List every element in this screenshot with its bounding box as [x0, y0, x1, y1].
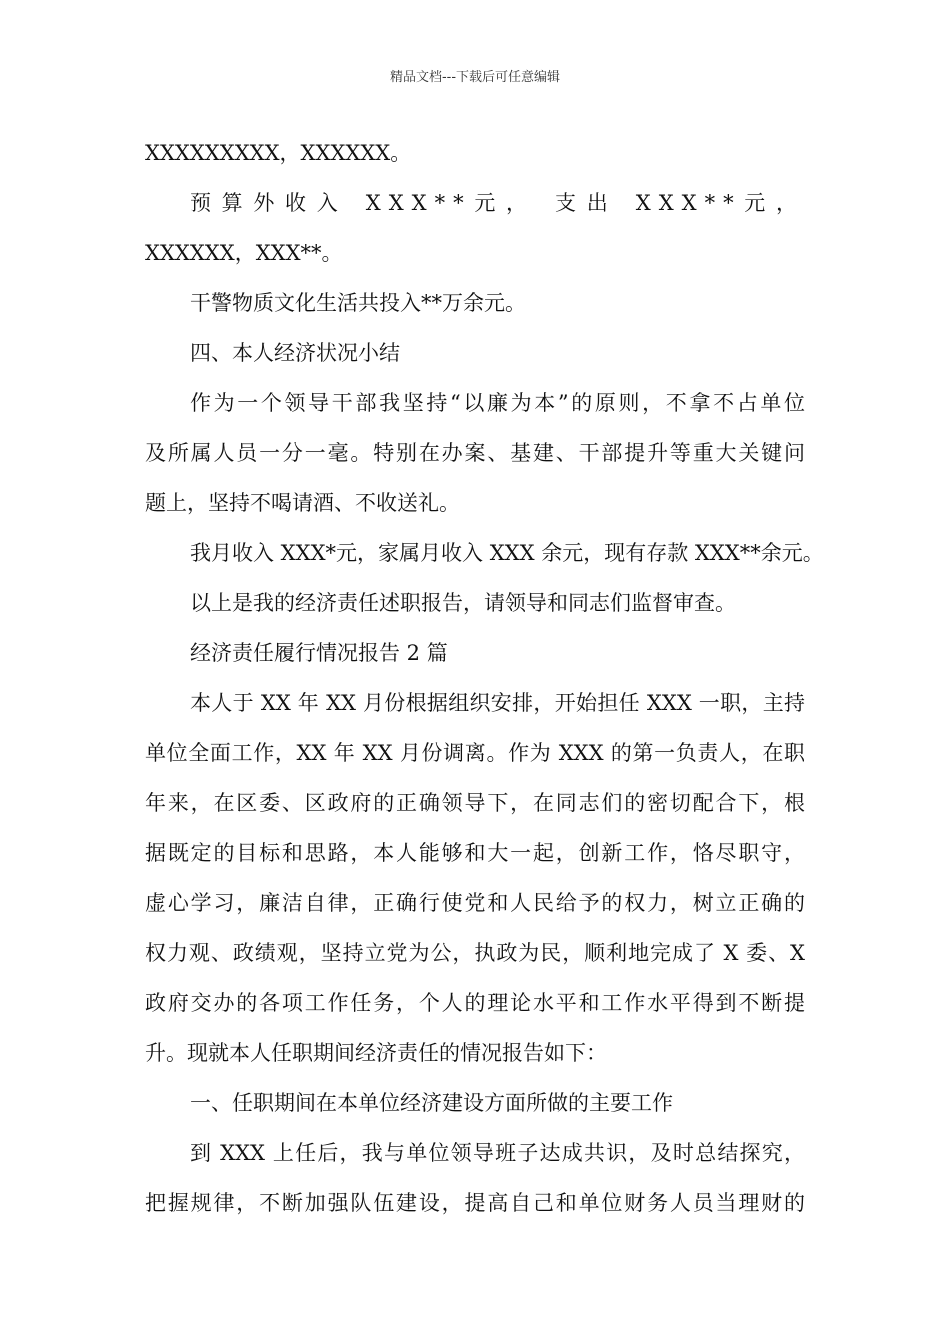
document-title: 经济责任履行情况报告 2 篇	[190, 641, 448, 665]
text-line: 及所属人员一分一毫。特别在办案、基建、干部提升等重大关键问	[145, 441, 805, 465]
text-line: 单位全面工作，XX 年 XX 月份调离。作为 XXX 的第一负责人，在职	[145, 741, 805, 765]
text-line: 把握规律，不断加强队伍建设，提高自己和单位财务人员当理财的	[145, 1191, 805, 1215]
text-line: 本人于 XX 年 XX 月份根据组织安排，开始担任 XXX 一职，主持	[190, 691, 805, 715]
text-line: XXXXXX，XXX**。	[145, 241, 343, 265]
text-line: 到 XXX 上任后，我与单位领导班子达成共识，及时总结探究，	[190, 1141, 805, 1165]
text-line: 升。现就本人任职期间经济责任的情况报告如下：	[145, 1041, 607, 1065]
text-line: 年来，在区委、区政府的正确领导下，在同志们的密切配合下，根	[145, 791, 805, 815]
text-line: 以上是我的经济责任述职报告，请领导和同志们监督审查。	[190, 591, 736, 615]
section-heading: 一、任职期间在本单位经济建设方面所做的主要工作	[190, 1091, 673, 1115]
text-line: 政府交办的各项工作任务，个人的理论水平和工作水平得到不断提	[145, 991, 805, 1015]
text-line: XXXXXXXXX，XXXXXX。	[145, 141, 412, 165]
text-line: 据既定的目标和思路，本人能够和大一起，创新工作，恪尽职守，	[145, 841, 805, 865]
document-body	[145, 128, 824, 1228]
text-line: 干警物质文化生活共投入**万余元。	[190, 291, 526, 315]
text-line: 题上，坚持不喝请酒、不收送礼。	[145, 491, 460, 515]
text-line: 作为一个领导干部我坚持“以廉为本”的原则，不拿不占单位	[190, 391, 805, 415]
text-line: 权力观、政绩观，坚持立党为公，执政为民，顺利地完成了 X 委、X	[145, 941, 805, 965]
text-line: 虚心学习，廉洁自律，正确行使党和人民给予的权力，树立正确的	[145, 891, 805, 915]
text-line: 我月收入 XXX*元，家属月收入 XXX 余元，现有存款 XXX**余元。	[190, 541, 824, 565]
text-line: 预算外收入 XXX**元， 支出 XXX**元，	[190, 191, 805, 215]
section-heading: 四、本人经济状况小结	[190, 341, 400, 365]
page-header: 精品文档---下载后可任意编辑	[389, 70, 561, 85]
